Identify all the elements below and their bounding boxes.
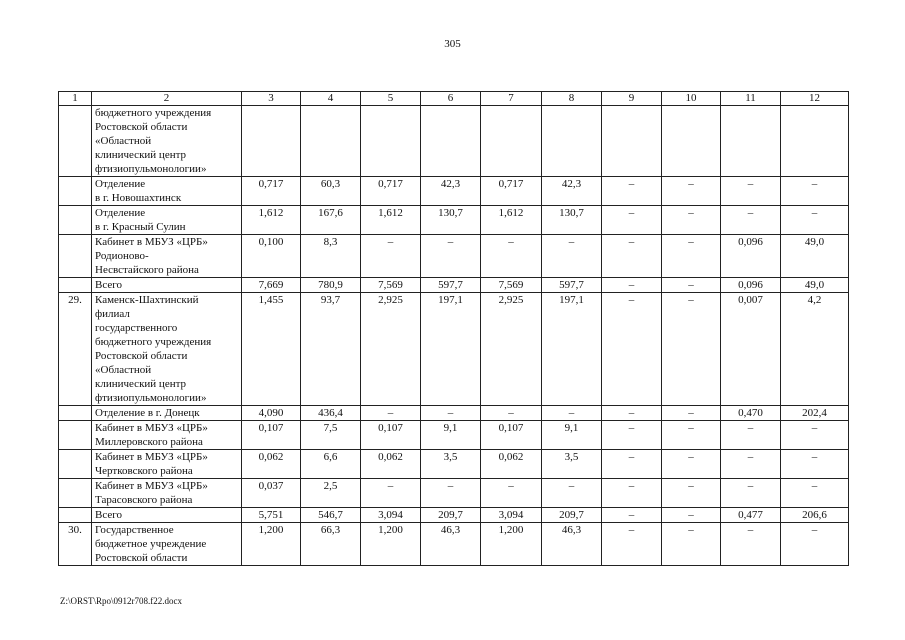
value-cell	[602, 106, 662, 177]
header-row	[59, 92, 849, 106]
row-label-cell: бюджетного учреждения Ростовской области «Областной клинический центр фтизиопульмонологии»	[92, 106, 242, 177]
value-cell: 197,1	[542, 293, 602, 406]
row-label-cell: Каменск-Шахтинский филиал государственного бюджетного учреждения Ростовской области «Областной клинический центр фтизиопульмонологии»	[92, 293, 242, 406]
value-cell: 9,1	[421, 421, 481, 450]
row-number-cell	[59, 177, 92, 206]
table-row	[59, 177, 849, 206]
value-cell: –	[662, 177, 721, 206]
table-row	[59, 450, 849, 479]
value-cell: –	[542, 406, 602, 421]
value-cell: 0,717	[481, 177, 542, 206]
value-cell: 9,1	[542, 421, 602, 450]
column-header: 10	[662, 92, 721, 106]
value-cell	[421, 106, 481, 177]
value-cell: 1,200	[481, 523, 542, 566]
value-cell: –	[602, 508, 662, 523]
value-cell	[481, 106, 542, 177]
row-number-cell	[59, 406, 92, 421]
value-cell	[721, 106, 781, 177]
value-cell: –	[662, 421, 721, 450]
value-cell: –	[602, 206, 662, 235]
column-header: 3	[242, 92, 301, 106]
value-cell: 1,612	[242, 206, 301, 235]
row-number-cell	[59, 278, 92, 293]
table-row	[59, 293, 849, 406]
value-cell: –	[602, 293, 662, 406]
value-cell: –	[602, 235, 662, 278]
value-cell: –	[662, 479, 721, 508]
value-cell: –	[361, 235, 421, 278]
value-cell: 0,062	[481, 450, 542, 479]
row-label-cell: Кабинет в МБУЗ «ЦРБ» Чертковского района	[92, 450, 242, 479]
value-cell: –	[721, 421, 781, 450]
value-cell: 197,1	[421, 293, 481, 406]
value-cell: –	[421, 406, 481, 421]
value-cell: 7,569	[361, 278, 421, 293]
value-cell: 6,6	[301, 450, 361, 479]
value-cell: 2,925	[481, 293, 542, 406]
value-cell: 0,107	[481, 421, 542, 450]
column-header: 5	[361, 92, 421, 106]
row-number-cell: 30.	[59, 523, 92, 566]
row-number-cell	[59, 421, 92, 450]
page-number: 305	[444, 38, 461, 50]
value-cell: –	[542, 235, 602, 278]
table-row	[59, 406, 849, 421]
value-cell: –	[602, 450, 662, 479]
value-cell: 46,3	[421, 523, 481, 566]
value-cell: 546,7	[301, 508, 361, 523]
value-cell: 130,7	[542, 206, 602, 235]
row-label-cell: Кабинет в МБУЗ «ЦРБ» Миллеровского района	[92, 421, 242, 450]
value-cell: –	[481, 479, 542, 508]
column-header: 12	[781, 92, 849, 106]
value-cell: 3,094	[481, 508, 542, 523]
value-cell: –	[721, 479, 781, 508]
value-cell: 7,669	[242, 278, 301, 293]
value-cell: –	[781, 450, 849, 479]
row-number-cell	[59, 106, 92, 177]
value-cell: –	[602, 406, 662, 421]
row-label-cell: Отделение в г. Новошахтинск	[92, 177, 242, 206]
row-label-cell: Кабинет в МБУЗ «ЦРБ» Тарасовского района	[92, 479, 242, 508]
value-cell: 4,090	[242, 406, 301, 421]
value-cell: 0,717	[242, 177, 301, 206]
value-cell: 436,4	[301, 406, 361, 421]
value-cell: 7,5	[301, 421, 361, 450]
table-row	[59, 106, 849, 177]
row-number-cell	[59, 479, 92, 508]
value-cell: 597,7	[542, 278, 602, 293]
row-number-cell	[59, 235, 92, 278]
value-cell: 5,751	[242, 508, 301, 523]
value-cell: 0,096	[721, 235, 781, 278]
value-cell: –	[481, 406, 542, 421]
value-cell: –	[662, 235, 721, 278]
value-cell: –	[781, 523, 849, 566]
value-cell: –	[361, 406, 421, 421]
value-cell: 1,455	[242, 293, 301, 406]
value-cell: 130,7	[421, 206, 481, 235]
table-row	[59, 479, 849, 508]
value-cell: 66,3	[301, 523, 361, 566]
value-cell: 0,062	[361, 450, 421, 479]
table-row	[59, 235, 849, 278]
value-cell: –	[781, 421, 849, 450]
value-cell: –	[662, 523, 721, 566]
value-cell: 7,569	[481, 278, 542, 293]
row-label-cell: Всего	[92, 278, 242, 293]
value-cell: –	[602, 523, 662, 566]
value-cell: 60,3	[301, 177, 361, 206]
value-cell: 1,200	[361, 523, 421, 566]
value-cell: –	[602, 421, 662, 450]
footer-file-path: Z:\ORST\Rpo\0912r708.f22.docx	[60, 596, 182, 606]
value-cell: –	[662, 450, 721, 479]
value-cell: 8,3	[301, 235, 361, 278]
value-cell: 2,925	[361, 293, 421, 406]
value-cell: –	[721, 523, 781, 566]
table-row	[59, 523, 849, 566]
value-cell: –	[721, 177, 781, 206]
value-cell: 49,0	[781, 278, 849, 293]
value-cell: 49,0	[781, 235, 849, 278]
value-cell	[542, 106, 602, 177]
value-cell: –	[781, 206, 849, 235]
value-cell: –	[602, 479, 662, 508]
column-header: 9	[602, 92, 662, 106]
value-cell: –	[361, 479, 421, 508]
value-cell: –	[662, 278, 721, 293]
table-row	[59, 278, 849, 293]
row-number-cell: 29.	[59, 293, 92, 406]
value-cell: 0,062	[242, 450, 301, 479]
value-cell: –	[602, 278, 662, 293]
value-cell: 0,007	[721, 293, 781, 406]
value-cell: 4,2	[781, 293, 849, 406]
value-cell	[781, 106, 849, 177]
column-header: 4	[301, 92, 361, 106]
value-cell: 3,5	[542, 450, 602, 479]
row-number-cell	[59, 508, 92, 523]
value-cell: –	[481, 235, 542, 278]
value-cell: 206,6	[781, 508, 849, 523]
value-cell: 42,3	[542, 177, 602, 206]
data-table	[58, 91, 849, 566]
value-cell: –	[421, 235, 481, 278]
value-cell: 1,612	[361, 206, 421, 235]
value-cell: 209,7	[421, 508, 481, 523]
row-label-cell: Отделение в г. Красный Сулин	[92, 206, 242, 235]
value-cell: 0,107	[361, 421, 421, 450]
row-label-cell: Кабинет в МБУЗ «ЦРБ» Родионово- Несвстайского района	[92, 235, 242, 278]
value-cell: 209,7	[542, 508, 602, 523]
value-cell	[361, 106, 421, 177]
column-header: 6	[421, 92, 481, 106]
value-cell: 202,4	[781, 406, 849, 421]
row-label-cell: Всего	[92, 508, 242, 523]
value-cell: 46,3	[542, 523, 602, 566]
value-cell	[242, 106, 301, 177]
table-row	[59, 421, 849, 450]
value-cell: –	[662, 406, 721, 421]
value-cell: 0,107	[242, 421, 301, 450]
column-header: 1	[59, 92, 92, 106]
value-cell: 0,470	[721, 406, 781, 421]
value-cell: 0,717	[361, 177, 421, 206]
row-label-cell: Государственное бюджетное учреждение Ростовской области	[92, 523, 242, 566]
value-cell: –	[721, 450, 781, 479]
value-cell: 1,612	[481, 206, 542, 235]
value-cell: 780,9	[301, 278, 361, 293]
value-cell: –	[662, 206, 721, 235]
column-header: 2	[92, 92, 242, 106]
value-cell: –	[602, 177, 662, 206]
value-cell: –	[542, 479, 602, 508]
value-cell: 3,094	[361, 508, 421, 523]
column-header: 11	[721, 92, 781, 106]
value-cell: –	[662, 508, 721, 523]
value-cell	[301, 106, 361, 177]
table-row	[59, 508, 849, 523]
value-cell: 42,3	[421, 177, 481, 206]
value-cell: 93,7	[301, 293, 361, 406]
value-cell: 0,037	[242, 479, 301, 508]
value-cell: 0,096	[721, 278, 781, 293]
row-label-cell: Отделение в г. Донецк	[92, 406, 242, 421]
value-cell: –	[421, 479, 481, 508]
value-cell: 2,5	[301, 479, 361, 508]
row-number-cell	[59, 206, 92, 235]
value-cell: 167,6	[301, 206, 361, 235]
value-cell: 3,5	[421, 450, 481, 479]
row-number-cell	[59, 450, 92, 479]
value-cell: –	[781, 479, 849, 508]
column-header: 8	[542, 92, 602, 106]
value-cell	[662, 106, 721, 177]
value-cell: –	[662, 293, 721, 406]
value-cell: 0,477	[721, 508, 781, 523]
table-row	[59, 206, 849, 235]
value-cell: –	[721, 206, 781, 235]
value-cell: 0,100	[242, 235, 301, 278]
value-cell: 597,7	[421, 278, 481, 293]
value-cell: 1,200	[242, 523, 301, 566]
value-cell: –	[781, 177, 849, 206]
column-header: 7	[481, 92, 542, 106]
